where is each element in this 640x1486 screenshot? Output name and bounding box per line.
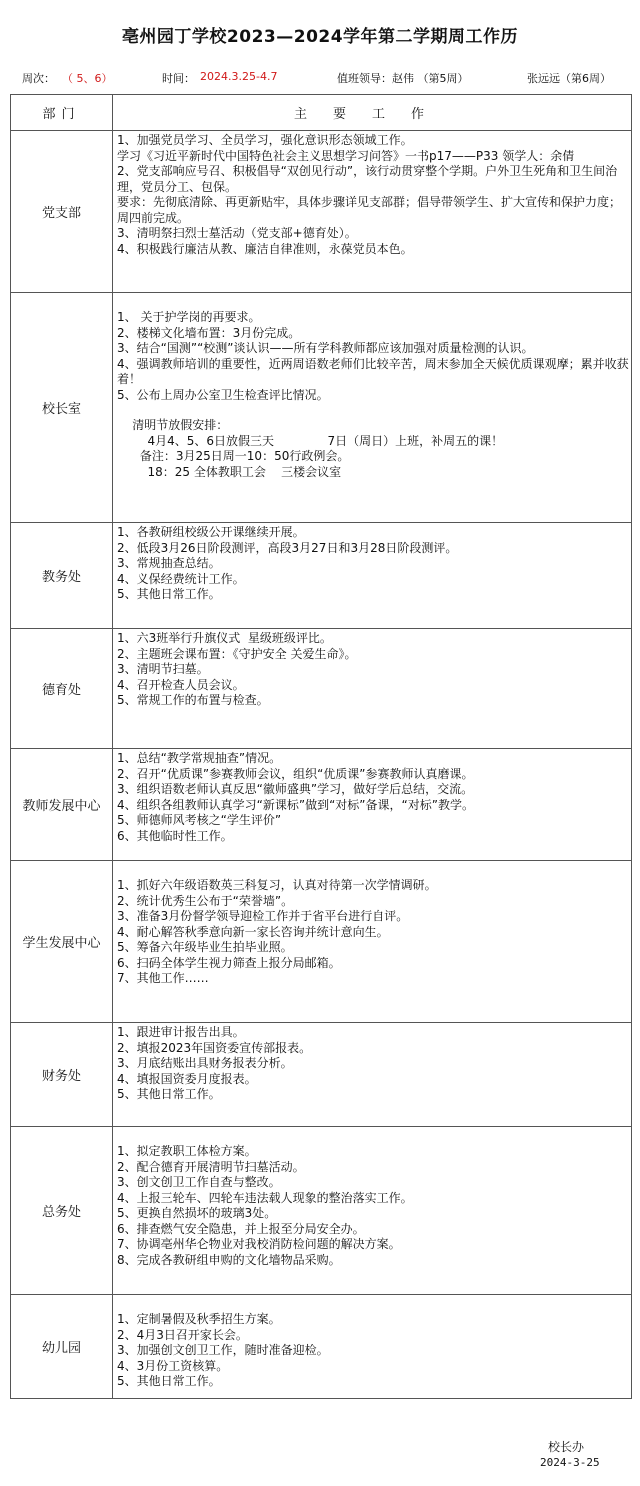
work-item: 4月4、5、6日放假三天 7日（周日）上班，补周五的课！ [117,433,504,448]
week-value: （ 5、6） [62,72,113,85]
work-item [117,295,629,310]
header-work: 主要工作 [113,95,632,131]
work-item: 1、 关于护学岗的再要求。 [117,310,261,324]
work-item [117,403,629,418]
work-item: 5、其他日常工作。 [117,1374,221,1388]
work-item [117,1297,629,1312]
dept-name: 党支部 [11,131,113,293]
work-item: 3、常规抽查总结。 [117,556,221,570]
work-item: 2、统计优秀生公布于“荣誉墙”。 [117,893,294,908]
work-item: 2、楼梯文化墙布置：3月份完成。 [117,325,301,340]
work-item: 6、排查燃气安全隐患，并上报至分局安全办。 [117,1221,365,1236]
work-item: 1、总结“教学常规抽查”情况。 [117,751,282,765]
work-item: 4、3月份工资核算。 [117,1358,229,1373]
work-item: 学习《习近平新时代中国特色社会主义思想学习问答》一书p17——P33 领学人：余倩 [117,148,575,163]
work-item: 4、填报国资委月度报表。 [117,1071,257,1086]
work-item: 清明节放假安排： [117,418,229,432]
dept-name: 德育处 [11,629,113,749]
work-item: 1、定制暑假及秋季招生方案。 [117,1312,281,1326]
dept-name: 校长室 [11,293,113,523]
work-item [117,863,629,878]
work-item: 2、召开“优质课”参赛教师会议，组织“优质课”参赛教师认真磨课。 [117,766,474,781]
work-item: 7、其他工作…… [117,971,209,985]
work-item: 8、完成各教研组申购的文化墙物品采购。 [117,1252,341,1267]
dept-name: 财务处 [11,1023,113,1127]
work-item [117,1129,629,1144]
work-item: 2、填报2023年国资委宣传部报表。 [117,1040,312,1055]
work-item: 3、组织语数老师认真反思“徽师盛典”学习，做好学后总结，交流。 [117,782,474,796]
work-item: 5、公布上周办公室卫生检查评比情况。 [117,387,329,402]
time-label: 时间： [162,72,195,85]
work-item: 3、月底结账出具财务报表分析。 [117,1056,293,1070]
work-item: 3、准备3月份督学领导迎检工作并于省平台进行自评。 [117,909,409,923]
header-dept: 部门 [11,95,113,131]
work-item: 3、清明节扫墓。 [117,662,209,676]
work-calendar-table [10,94,632,1399]
dept-name: 幼儿园 [11,1295,113,1399]
work-item: 2、4月3日召开家长会。 [117,1327,248,1342]
work-items [113,861,632,1023]
dept-name: 总务处 [11,1127,113,1295]
section-row [11,131,632,293]
work-item: 2、低段3月26日阶段测评，高段3月27日和3月28日阶段测评。 [117,540,458,555]
work-item: 4、义保经费统计工作。 [117,571,245,586]
section-row [11,629,632,749]
work-items [113,749,632,861]
work-item: 2、配合德育开展清明节扫墓活动。 [117,1159,305,1174]
work-item: 5、师德师风考核之“学生评价” [117,813,282,827]
work-item: 1、抓好六年级语数英三科复习，认真对待第一次学情调研。 [117,878,437,892]
work-item: 2、党支部响应号召、积极倡导“双创见行动”，该行动贯穿整个学期。户外卫生死角和卫生间治理，党员分工、包保。 [117,164,618,194]
work-item: 3、清明祭扫烈士墓活动（党支部+德育处）。 [117,226,357,240]
duty-leader-second: 张远远（第6周） [527,72,611,85]
work-item: 3、加强创文创卫工作，随时准备迎检。 [117,1343,329,1357]
work-item: 1、各教研组校级公开课继续开展。 [117,525,305,539]
work-item: 4、上报三轮车、四轮车违法载人现象的整治落实工作。 [117,1190,413,1205]
section-row [11,861,632,1023]
section-row [11,1127,632,1295]
dept-name: 教务处 [11,523,113,629]
work-item: 备注：3月25日周一10：50行政例会。 [117,449,350,463]
section-row [11,1023,632,1127]
work-items [113,523,632,629]
work-item: 1、加强党员学习、全员学习，强化意识形态领域工作。 [117,133,413,147]
work-item: 3、创文创卫工作自查与整改。 [117,1175,281,1189]
work-item: 2、主题班会课布置：《守护安全 关爱生命》。 [117,646,357,661]
work-items [113,1295,632,1399]
dept-name: 教师发展中心 [11,749,113,861]
section-row [11,1295,632,1399]
work-item: 6、其他临时性工作。 [117,828,233,843]
dept-name: 学生发展中心 [11,861,113,1023]
section-row [11,293,632,523]
info-bar [12,70,632,86]
time-value: 2024.3.25-4.7 [200,70,278,83]
work-item: 4、强调教师培训的重要性，近两周语数老师们比较辛苦，周末参加全天候优质课观摩；累并收获着！ [117,356,629,386]
work-item: 1、跟进审计报告出具。 [117,1025,245,1039]
work-item: 4、积极践行廉洁从教、廉洁自律准则，永葆党员本色。 [117,241,413,256]
work-item: 5、筹备六年级毕业生拍毕业照。 [117,940,293,954]
footer-office: 校长办 [548,1440,585,1454]
work-item: 要求：先彻底清除、再更新贴牢，具体步骤详见支部群；倡导带领学生、扩大宣传和保护力度；周四前完成。 [117,195,622,225]
work-item: 5、常规工作的布置与检查。 [117,693,269,707]
table-header-row [11,95,632,131]
duty-leader: 值班领导：赵伟 （第5周） [337,72,469,85]
work-item: 4、召开检查人员会议。 [117,677,245,692]
section-row [11,749,632,861]
work-item: 5、更换自然损坏的玻璃3处。 [117,1206,277,1220]
work-item: 7、协调亳州华仑物业对我校消防检问题的解决方案。 [117,1237,401,1251]
week-label: 周次： [22,72,55,85]
work-item: 5、其他日常工作。 [117,1087,221,1101]
work-item: 6、扫码全体学生视力筛查上报分局邮箱。 [117,955,341,970]
work-item: 1、六3班举行升旗仪式 星级班级评比。 [117,631,332,645]
page-title: 亳州园丁学校2023—2024学年第二学期周工作历 [121,27,519,47]
footer-date: 2024-3-25 [540,1456,600,1469]
work-item: 18：25 全体教职工会 三楼会议室 [117,464,342,479]
work-items [113,131,632,293]
work-items [113,629,632,749]
work-items [113,1023,632,1127]
work-items [113,293,632,523]
work-item: 4、组织各组教师认真学习“新课标”做到“对标”备课，“对标”教学。 [117,797,474,812]
work-item: 4、耐心解答秋季意向新一家长咨询并统计意向生。 [117,924,389,939]
work-items [113,1127,632,1295]
work-item: 5、其他日常工作。 [117,587,221,601]
work-item: 3、结合“国测”“校测”谈认识——所有学科教师都应该加强对质量检测的认识。 [117,341,534,355]
work-item: 1、拟定教职工体检方案。 [117,1144,257,1158]
section-row [11,523,632,629]
